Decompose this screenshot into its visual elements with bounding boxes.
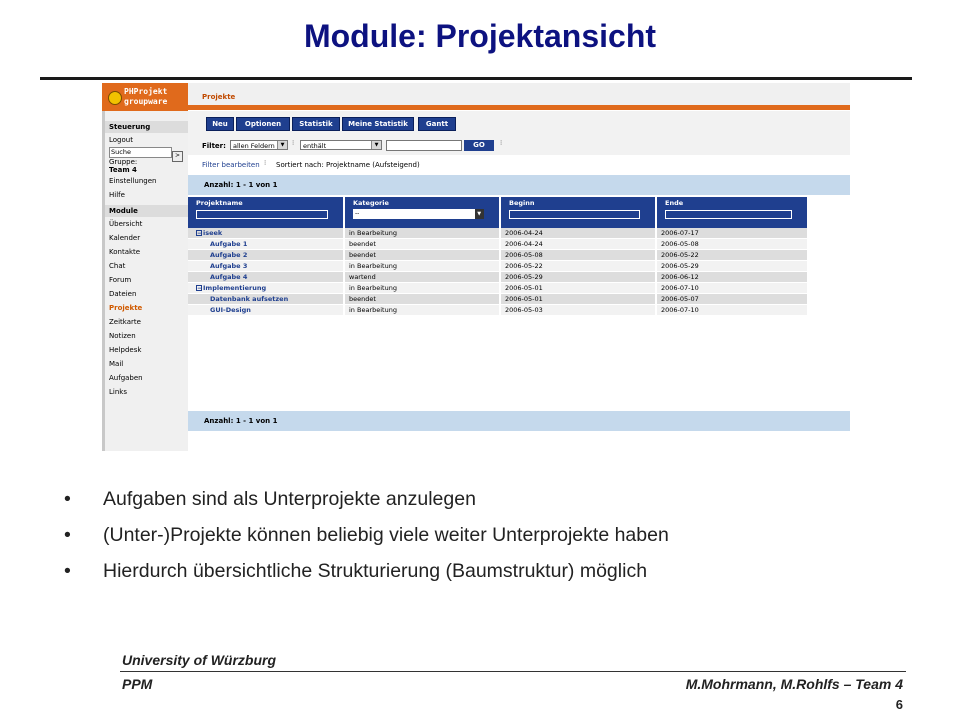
category-filter-select[interactable]: [353, 209, 484, 219]
cell-ende: 2006-06-12: [656, 272, 808, 283]
cell-beginn: 2006-05-08: [500, 250, 656, 261]
cell-ende: 2006-05-22: [656, 250, 808, 261]
page-number: 6: [895, 697, 903, 712]
table-row[interactable]: [188, 272, 808, 283]
cell-beginn: 2006-04-24: [500, 239, 656, 250]
sidebar-item-module[interactable]: Helpdesk: [109, 346, 142, 354]
cell-beginn: 2006-05-01: [500, 283, 656, 294]
toolbar: [188, 111, 850, 137]
sidebar-item-module[interactable]: Forum: [109, 276, 132, 284]
sidebar-item-module[interactable]: Projekte: [109, 304, 143, 312]
footer-course: PPM: [122, 676, 153, 692]
cell-beginn: 2006-05-22: [500, 261, 656, 272]
project-name-link[interactable]: Aufgabe 1: [210, 240, 248, 248]
chevron-down-icon: ▼: [475, 209, 484, 219]
sidebar-heading-steuerung: Steuerung: [105, 121, 188, 133]
sidebar-search-input[interactable]: Suche: [109, 147, 172, 158]
cell-beginn: 2006-05-29: [500, 272, 656, 283]
bullet-icon: •: [64, 488, 71, 510]
cell-projektname[interactable]: [188, 228, 344, 239]
project-name-link[interactable]: Aufgabe 2: [210, 251, 248, 259]
app-logo[interactable]: [102, 83, 188, 111]
table-row[interactable]: [188, 250, 808, 261]
statistics-button[interactable]: Statistik: [292, 117, 340, 131]
sidebar-item-module[interactable]: Übersicht: [109, 220, 143, 228]
footer-divider: [120, 671, 906, 672]
category-filter-value: --: [355, 210, 360, 217]
column-header-kategorie[interactable]: [344, 197, 500, 228]
filter-bar: [188, 137, 850, 155]
cell-beginn: 2006-04-24: [500, 228, 656, 239]
cell-projektname[interactable]: [188, 272, 344, 283]
cell-kategorie: in Bearbeitung: [344, 228, 500, 239]
cell-kategorie: in Bearbeitung: [344, 283, 500, 294]
project-name-link[interactable]: Aufgabe 3: [210, 262, 248, 270]
count-text-bottom: Anzahl: 1 - 1 von 1: [204, 417, 278, 425]
chevron-down-icon: ▼: [371, 141, 381, 149]
tree-collapse-icon[interactable]: −: [197, 230, 203, 237]
header-accent-line: [188, 105, 850, 110]
separator-icon: ⁞: [500, 139, 503, 147]
bullet-text: Aufgaben sind als Unterprojekte anzulegen: [103, 488, 476, 510]
column-label: Beginn: [509, 199, 535, 207]
sidebar-item-module[interactable]: Chat: [109, 262, 126, 270]
separator-icon: ⁞: [264, 159, 267, 167]
sort-bar: [188, 155, 850, 175]
sidebar-item-module[interactable]: Zeitkarte: [109, 318, 141, 326]
logo-text-line1: PHProjekt: [124, 87, 168, 96]
sidebar-item-module[interactable]: Kalender: [109, 234, 141, 242]
sidebar-item-logout[interactable]: Logout: [109, 136, 133, 144]
main-content: [188, 111, 850, 451]
cell-projektname[interactable]: [188, 239, 344, 250]
sort-info: Sortiert nach: Projektname (Aufsteigend): [276, 161, 420, 169]
cell-projektname[interactable]: [188, 305, 344, 316]
table-row[interactable]: [188, 283, 808, 294]
title-divider: [40, 77, 912, 80]
bullet-text: (Unter-)Projekte können beliebig viele weiter Unterprojekte haben: [103, 524, 669, 546]
logo-text-line2: groupware: [124, 97, 168, 106]
count-bar-bottom: [188, 411, 850, 431]
sidebar-heading-module: Module: [105, 205, 188, 217]
group-value[interactable]: Team 4: [109, 166, 137, 174]
cell-kategorie: beendet: [344, 239, 500, 250]
cell-ende: 2006-07-10: [656, 305, 808, 316]
column-filter-input[interactable]: [509, 210, 640, 219]
table-header-row: [188, 197, 808, 228]
options-button[interactable]: Optionen: [236, 117, 290, 131]
bee-logo-icon: [108, 91, 122, 105]
cell-ende: 2006-07-17: [656, 228, 808, 239]
filter-field-select[interactable]: [230, 140, 288, 150]
filter-field-value: allen Feldern: [233, 142, 275, 150]
footer-university: University of Würzburg: [122, 652, 277, 668]
search-go-icon[interactable]: >: [172, 151, 183, 162]
sidebar-item-module[interactable]: Dateien: [109, 290, 137, 298]
table-body: [188, 228, 808, 316]
bullet-text: Hierdurch übersichtliche Strukturierung (Baumstruktur) möglich: [103, 560, 648, 582]
list-item: [64, 488, 924, 524]
tree-collapse-icon[interactable]: −: [197, 285, 203, 292]
sidebar-item-module[interactable]: Links: [109, 388, 127, 396]
sidebar-item-module[interactable]: Kontakte: [109, 248, 141, 256]
new-button[interactable]: Neu: [206, 117, 234, 131]
bullet-icon: •: [64, 560, 71, 582]
app-screenshot: [102, 83, 850, 451]
column-filter-input[interactable]: [196, 210, 328, 219]
cell-kategorie: beendet: [344, 294, 500, 305]
column-header-beginn[interactable]: [500, 197, 656, 228]
filter-operator-value: enthält: [303, 142, 327, 150]
project-name-link[interactable]: Aufgabe 4: [210, 273, 248, 281]
my-statistics-button[interactable]: Meine Statistik: [342, 117, 414, 131]
list-item: [64, 560, 924, 596]
sidebar-item-module[interactable]: Notizen: [109, 332, 136, 340]
chevron-down-icon: ▼: [277, 141, 287, 149]
breadcrumb: Projekte: [202, 93, 236, 101]
group-label: Gruppe:: [109, 158, 138, 166]
edit-filter-link[interactable]: Filter bearbeiten: [202, 161, 260, 169]
sidebar-item-einstellungen[interactable]: Einstellungen: [109, 177, 157, 185]
project-name-link[interactable]: iseek: [203, 229, 223, 237]
column-label: Kategorie: [353, 199, 389, 207]
project-name-link[interactable]: GUI-Design: [210, 306, 251, 314]
project-table: [188, 197, 809, 316]
project-name-link[interactable]: Datenbank aufsetzen: [210, 295, 289, 303]
count-bar-top: [188, 175, 850, 195]
column-label: Ende: [665, 199, 684, 207]
bullet-list: [64, 488, 924, 596]
sidebar-item-hilfe[interactable]: Hilfe: [109, 191, 125, 199]
count-text-top: Anzahl: 1 - 1 von 1: [204, 181, 278, 189]
slide-title: Module: Projektansicht: [303, 18, 657, 54]
cell-ende: 2006-05-29: [656, 261, 808, 272]
cell-projektname[interactable]: [188, 283, 344, 294]
filter-text-input[interactable]: [386, 140, 462, 151]
column-header-ende[interactable]: [656, 197, 808, 228]
column-filter-input[interactable]: [665, 210, 792, 219]
go-button[interactable]: GO: [464, 140, 494, 151]
cell-beginn: 2006-05-01: [500, 294, 656, 305]
table-row[interactable]: [188, 261, 808, 272]
filter-label: Filter:: [202, 142, 226, 150]
filter-operator-select[interactable]: [300, 140, 382, 150]
list-item: [64, 524, 924, 560]
table-row[interactable]: [188, 305, 808, 316]
table-row[interactable]: [188, 228, 808, 239]
cell-projektname[interactable]: [188, 261, 344, 272]
cell-projektname[interactable]: [188, 250, 344, 261]
table-row[interactable]: [188, 294, 808, 305]
app-header-bar: [188, 83, 850, 105]
cell-kategorie: in Bearbeitung: [344, 305, 500, 316]
cell-projektname[interactable]: [188, 294, 344, 305]
project-name-link[interactable]: Implementierung: [203, 284, 267, 292]
bullet-icon: •: [64, 524, 71, 546]
cell-beginn: 2006-05-03: [500, 305, 656, 316]
table-row[interactable]: [188, 239, 808, 250]
cell-kategorie: beendet: [344, 250, 500, 261]
footer-authors: M.Mohrmann, M.Rohlfs – Team 4: [685, 676, 903, 692]
separator-icon: ⁞: [292, 139, 295, 147]
column-label: Projektname: [196, 199, 243, 207]
cell-kategorie: in Bearbeitung: [344, 261, 500, 272]
gantt-button[interactable]: Gantt: [418, 117, 456, 131]
cell-ende: 2006-05-08: [656, 239, 808, 250]
cell-kategorie: wartend: [344, 272, 500, 283]
sidebar-item-module[interactable]: Aufgaben: [109, 374, 143, 382]
module-list: [105, 217, 188, 399]
cell-ende: 2006-07-10: [656, 283, 808, 294]
sidebar-item-module[interactable]: Mail: [109, 360, 124, 368]
cell-ende: 2006-05-07: [656, 294, 808, 305]
column-header-projektname[interactable]: [188, 197, 344, 228]
sidebar: [102, 111, 188, 451]
